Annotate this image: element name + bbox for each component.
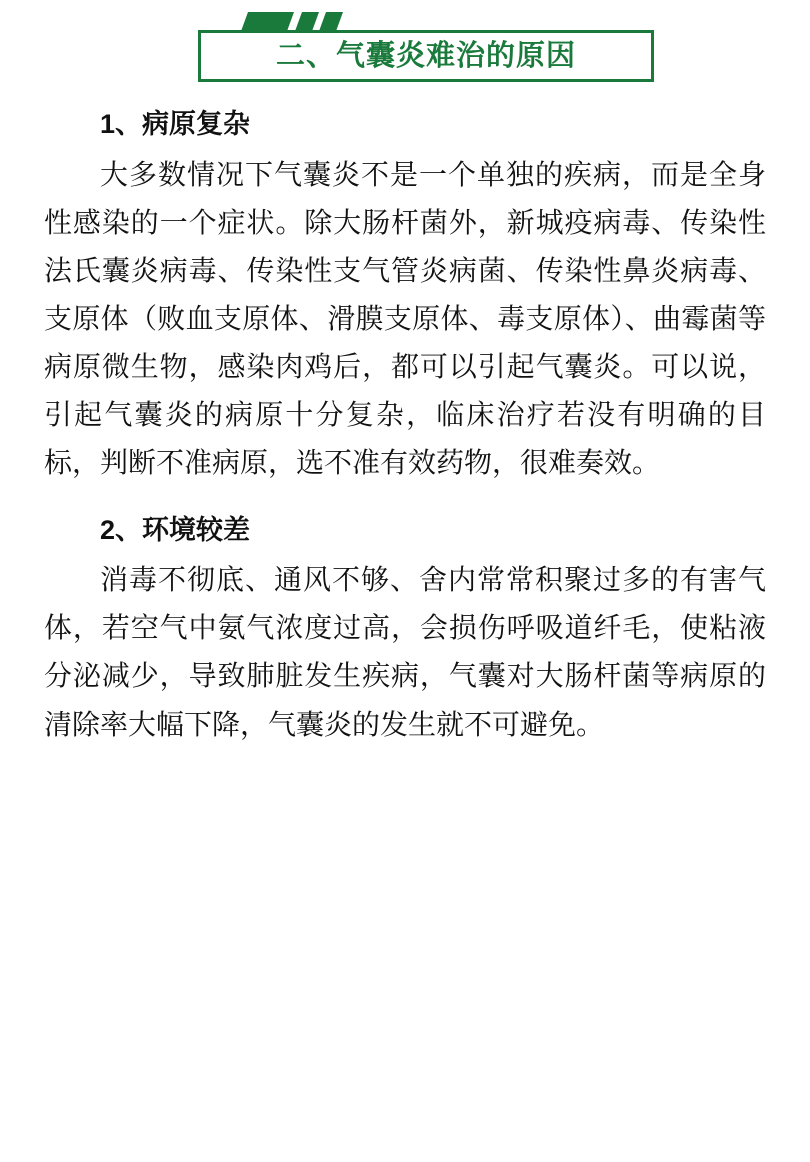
- subsection-heading-2: 2、环境较差: [100, 514, 251, 545]
- subsection-heading-1: 1、病原复杂: [100, 109, 251, 139]
- document-body: [44, 104, 766, 749]
- section-header: [44, 8, 766, 90]
- section-header-box: [198, 30, 654, 82]
- section-header-title: 二、气囊炎难治的原因: [275, 39, 576, 72]
- document-page: [0, 8, 810, 1162]
- subsection-paragraph-1: 大多数情况下气囊炎不是一个单独的疾病，而是全身性感染的一个症状。除大肠杆菌外，新城疫病毒、传染性法氏囊炎病毒、传染性支气管炎病菌、传染性鼻炎病毒、支原体（败血支原体、滑膜支原体、毒支原体）、曲霉菌等病原微生物，感染肉鸡后，都可以引起气囊炎。可以说，引起气囊炎的病原十分复杂，临床治疗若没有明确的目标，判断不准病原，选不准有效药物，很难奏效。: [44, 158, 766, 479]
- subsection-paragraph-2: 消毒不彻底、通风不够、舍内常常积聚过多的有害气体，若空气中氨气浓度过高，会损伤呼吸道纤毛，使粘液分泌减少，导致肺脏发生疾病，气囊对大肠杆菌等病原的清除率大幅下降，气囊炎的发生就不可避免。: [44, 564, 766, 740]
